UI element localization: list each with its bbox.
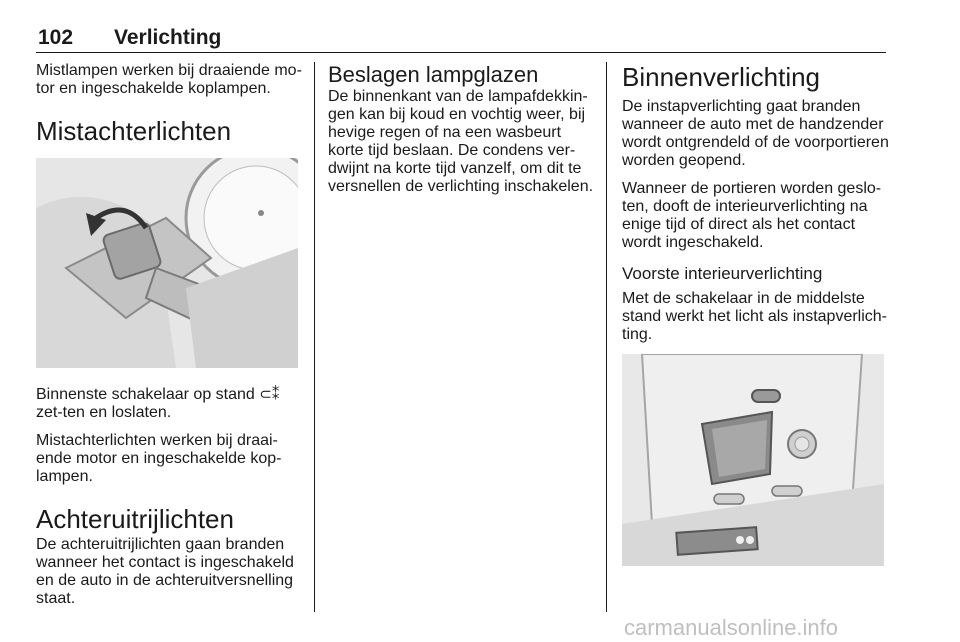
watermark: carmanualsonline.info: [624, 615, 839, 640]
heading-reverse: Achteruitrijlichten: [36, 504, 234, 534]
switch-caption: [36, 386, 304, 422]
section-title: Verlichting: [114, 26, 222, 49]
heading-rear-fog: Mistachterlichten: [36, 116, 232, 146]
intro-text: Mistlampen werken bij draaiende mo-tor en ingeschakelde koplampen.: [36, 62, 302, 97]
column-left: [36, 62, 304, 618]
caption-text: Binnenste schakelaar op stand: [36, 386, 255, 403]
page-header: [36, 22, 886, 53]
column-middle: [328, 62, 596, 206]
fogged-paragraph: De binnenkant van de lampafdekkin-gen kan bij koud en vochtig weer, bij hevige regen of na een wasbeurt korte tijd beslaan. De condens ver-dwijnt na korte tijd vanzelf, om dit te versnellen de verlichting inschakelen.: [328, 88, 594, 195]
heading-interior: Binnenverlichting: [622, 62, 821, 92]
rear-fog-light-icon: ⊂⁑: [259, 386, 280, 403]
heading-fogged-lenses: Beslagen lampglazen: [328, 62, 539, 87]
column-right: [622, 62, 892, 566]
entry-paragraph: De instapverlichting gaat branden wanneer de auto met de handzender wordt ontgrendeld of de voorportieren worden geopend.: [622, 98, 889, 169]
middle-paragraph: Met de schakelaar in de middelste stand werkt het licht als instapverlich-ting.: [622, 290, 887, 343]
reverse-paragraph: De achteruitrijlichten gaan branden wanneer het contact is ingeschakeld en de auto in de achteruitversnelling staat.: [36, 536, 294, 607]
page-number: 102: [38, 26, 74, 49]
heading-front-interior: Voorste interieurverlichting: [622, 264, 823, 283]
fog-switch-illustration: [36, 158, 298, 368]
doors-paragraph: Wanneer de portieren worden geslo-ten, dooft de interieurverlichting na enige tijd of direct als het contact wordt ingeschakeld.: [622, 180, 882, 251]
column-divider: [606, 62, 607, 612]
caption-rest: zet-ten en loslaten.: [36, 404, 172, 421]
fog-paragraph: Mistachterlichten werken bij draai-ende motor en ingeschakelde kop-lampen.: [36, 432, 282, 485]
column-divider: [314, 62, 315, 612]
interior-light-illustration: [622, 354, 884, 566]
